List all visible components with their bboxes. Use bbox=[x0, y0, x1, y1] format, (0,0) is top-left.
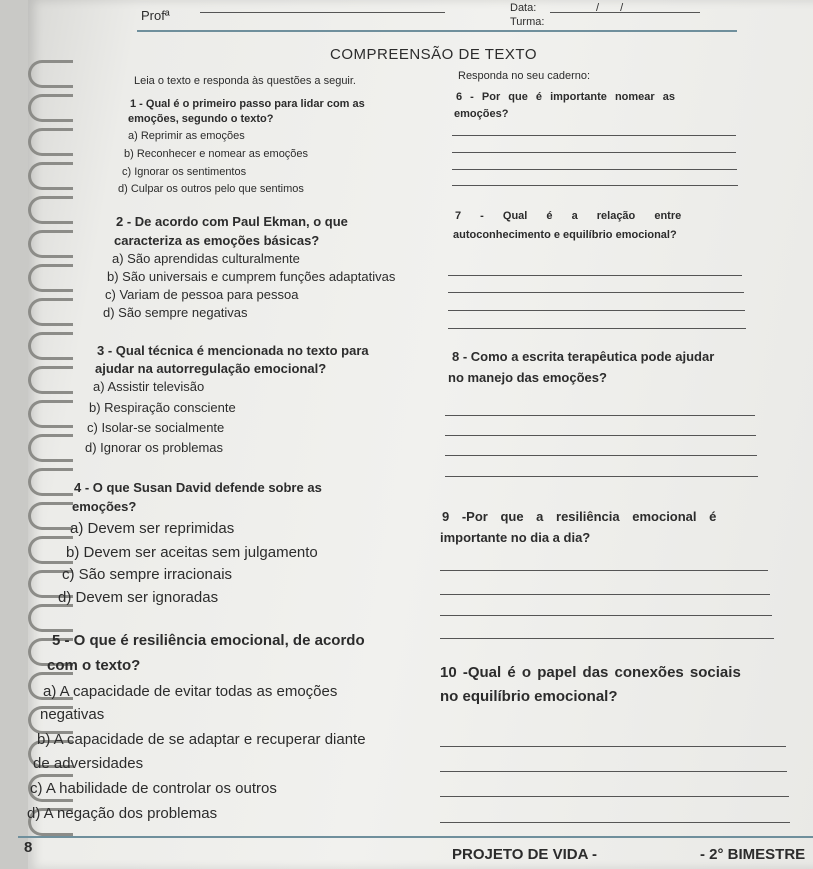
q8-title: 8 - Como a escrita terapêutica pode ajudar bbox=[452, 349, 715, 364]
instruction-right: Responda no seu caderno: bbox=[458, 70, 591, 82]
prof-label: Profª bbox=[141, 8, 170, 23]
q10-answer-line-3[interactable] bbox=[440, 796, 789, 797]
q1-option-b: b) Reconhecer e nomear as emoções bbox=[124, 148, 309, 160]
q3-option-d: d) Ignorar os problemas bbox=[85, 440, 224, 455]
q5-option-a-cont: negativas bbox=[40, 706, 105, 723]
q9-answer-line-4[interactable] bbox=[440, 638, 774, 639]
q6-answer-line-3[interactable] bbox=[452, 169, 737, 170]
q10-answer-line-4[interactable] bbox=[440, 822, 790, 823]
q7-answer-line-4[interactable] bbox=[448, 328, 746, 329]
q2-title: 2 - De acordo com Paul Ekman, o que bbox=[116, 214, 348, 229]
footer-bimester: - 2° BIMESTRE bbox=[700, 846, 806, 863]
turma-label: Turma: bbox=[510, 16, 545, 28]
prof-line bbox=[200, 12, 445, 13]
q1-option-c: c) Ignorar os sentimentos bbox=[122, 166, 247, 178]
q6-answer-line-4[interactable] bbox=[452, 185, 738, 186]
date-line bbox=[550, 12, 700, 13]
page-title: COMPREENSÃO DE TEXTO bbox=[330, 46, 537, 63]
header-rule bbox=[137, 30, 737, 32]
q10-title-cont: no equilíbrio emocional? bbox=[440, 688, 618, 705]
q8-title-cont: no manejo das emoções? bbox=[448, 370, 607, 385]
q4-option-c: c) São sempre irracionais bbox=[62, 566, 233, 583]
q4-option-a: a) Devem ser reprimidas bbox=[70, 520, 235, 537]
q4-option-b: b) Devem ser aceitas sem julgamento bbox=[66, 544, 318, 561]
q7-answer-line-3[interactable] bbox=[448, 310, 745, 311]
q5-option-d: d) A negação dos problemas bbox=[27, 805, 218, 822]
q5-title-cont: com o texto? bbox=[47, 657, 141, 674]
instruction-left: Leia o texto e responda às questões a seguir. bbox=[134, 75, 356, 87]
q5-option-b-cont: de adversidades bbox=[33, 755, 144, 772]
q2-option-b: b) São universais e cumprem funções adaptativas bbox=[107, 269, 396, 284]
footer-rule bbox=[18, 836, 813, 838]
footer-project: PROJETO DE VIDA - bbox=[452, 846, 598, 863]
q9-answer-line-3[interactable] bbox=[440, 615, 772, 616]
q2-option-d: d) São sempre negativas bbox=[103, 305, 248, 320]
q3-option-b: b) Respiração consciente bbox=[89, 400, 236, 415]
q9-title: 9 -Por que a resiliência emocional é bbox=[442, 509, 717, 524]
q2-title-cont: caracteriza as emoções básicas? bbox=[114, 233, 320, 248]
q7-answer-line-2[interactable] bbox=[448, 292, 744, 293]
q10-title: 10 -Qual é o papel das conexões sociais bbox=[440, 664, 741, 681]
q1-title-cont: emoções, segundo o texto? bbox=[128, 113, 274, 125]
q3-title-cont: ajudar na autorregulação emocional? bbox=[95, 361, 327, 376]
q9-answer-line-1[interactable] bbox=[440, 570, 768, 571]
q5-option-a: a) A capacidade de evitar todas as emoções bbox=[43, 683, 338, 700]
q6-answer-line-2[interactable] bbox=[452, 152, 736, 153]
q10-answer-line-1[interactable] bbox=[440, 746, 786, 747]
q6-title: 6 - Por que é importante nomear as bbox=[456, 91, 675, 103]
q5-option-b: b) A capacidade de se adaptar e recuperar diante bbox=[37, 731, 366, 748]
q3-option-a: a) Assistir televisão bbox=[93, 379, 205, 394]
q4-option-d: d) Devem ser ignoradas bbox=[58, 589, 219, 606]
q4-title: 4 - O que Susan David defende sobre as bbox=[74, 480, 322, 495]
q1-option-a: a) Reprimir as emoções bbox=[128, 130, 245, 142]
q4-title-cont: emoções? bbox=[72, 499, 137, 514]
q10-answer-line-2[interactable] bbox=[440, 771, 787, 772]
q6-title-cont: emoções? bbox=[454, 108, 509, 120]
q5-title: 5 - O que é resiliência emocional, de acordo bbox=[52, 632, 365, 649]
date-label: Data: bbox=[510, 2, 537, 14]
q2-option-c: c) Variam de pessoa para pessoa bbox=[105, 287, 299, 302]
q3-option-c: c) Isolar-se socialmente bbox=[87, 420, 225, 435]
q8-answer-line-4[interactable] bbox=[445, 476, 758, 477]
q9-answer-line-2[interactable] bbox=[440, 594, 770, 595]
q2-option-a: a) São aprendidas culturalmente bbox=[112, 251, 300, 266]
q8-answer-line-1[interactable] bbox=[445, 415, 755, 416]
q7-title-cont: autoconhecimento e equilíbrio emocional? bbox=[453, 229, 677, 241]
q8-answer-line-2[interactable] bbox=[445, 435, 756, 436]
q9-title-cont: importante no dia a dia? bbox=[440, 530, 591, 545]
date-slashes: / / bbox=[596, 2, 624, 14]
q1-title: 1 - Qual é o primeiro passo para lidar com as bbox=[130, 98, 365, 110]
q5-option-c: c) A habilidade de controlar os outros bbox=[30, 780, 277, 797]
q7-answer-line-1[interactable] bbox=[448, 275, 742, 276]
q7-title: 7 - Qual é a relação entre bbox=[455, 210, 682, 222]
q1-option-d: d) Culpar os outros pelo que sentimos bbox=[118, 183, 304, 195]
q3-title: 3 - Qual técnica é mencionada no texto para bbox=[97, 343, 369, 358]
q6-answer-line-1[interactable] bbox=[452, 135, 736, 136]
q8-answer-line-3[interactable] bbox=[445, 455, 757, 456]
page-number: 8 bbox=[24, 839, 33, 856]
